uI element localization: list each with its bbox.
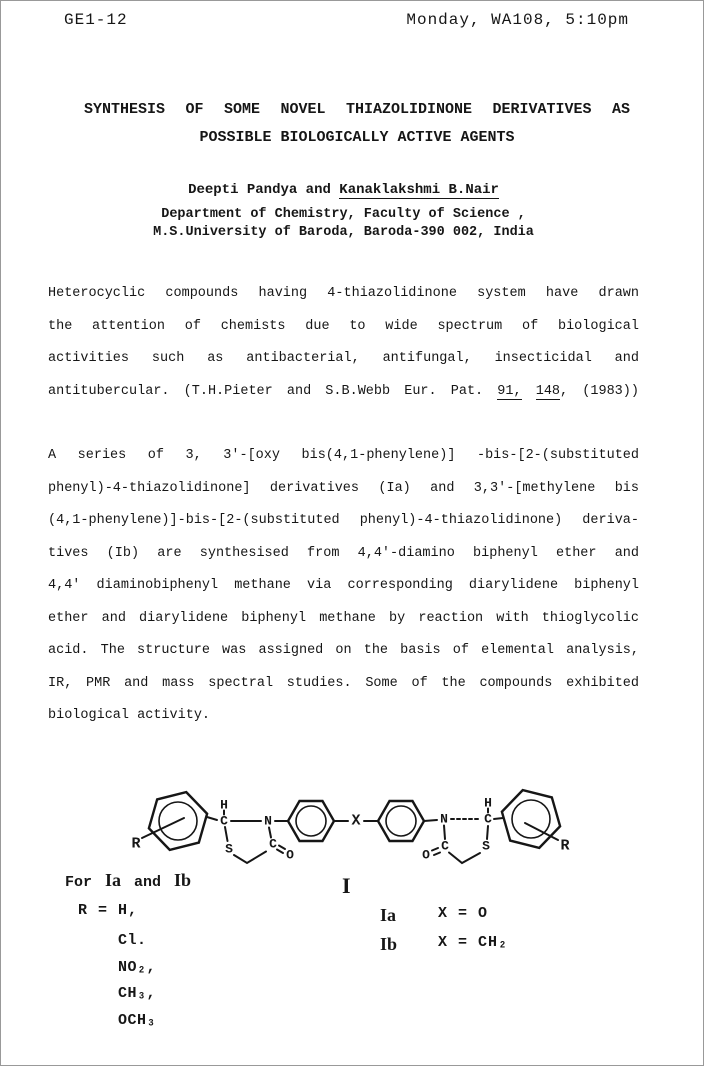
atom-label-c4-right: C — [441, 838, 449, 854]
author-1: Deepti Pandya and — [188, 182, 340, 198]
double-bond — [277, 850, 283, 854]
substituent-item: CH₃, — [118, 985, 157, 1002]
patent-number-1: 91, — [497, 383, 522, 399]
compound-ia-ref: Ia — [105, 870, 122, 890]
bond — [207, 817, 217, 820]
variant-equation: X = O — [438, 905, 489, 922]
variant-row — [380, 905, 508, 934]
abstract-reference-line — [48, 384, 639, 417]
abstract-line: activities such as antibacterial, antifungal, insecticidal and — [48, 351, 639, 366]
substituent-item: OCH₃ — [118, 1011, 157, 1029]
session-info: Monday, WA108, 5:10pm — [406, 11, 629, 29]
variant-row — [380, 934, 508, 963]
patent-number-2: 148 — [535, 383, 561, 399]
atom-label-n-left: N — [264, 813, 272, 829]
bond — [424, 820, 437, 821]
bond — [225, 827, 228, 841]
double-bond — [279, 846, 285, 850]
authors-line — [48, 182, 639, 198]
substituent-item: Cl. — [118, 932, 147, 949]
variant-id: Ib — [380, 934, 398, 954]
atom-label-c4-left: C — [269, 836, 277, 852]
atom-label-o-right: O — [422, 847, 430, 863]
atom-label-c2-right: C — [484, 811, 492, 827]
variant-definitions — [380, 905, 508, 963]
r-assignment: R = H, — [78, 902, 139, 919]
for-word: For — [65, 874, 93, 891]
reference-year: , (1983)) — [560, 383, 639, 399]
phenylene-ring-2 — [378, 801, 424, 841]
abstract-line: phenyl)-4-thiazolidinone] derivatives (Ia) and 3,3'-[methylene bis — [48, 480, 639, 496]
abstract-line: biological activity. — [48, 708, 211, 723]
atom-label-n-right: N — [440, 811, 448, 827]
variant-equation: X = CH₂ — [438, 934, 509, 951]
compound-ib-ref: Ib — [174, 870, 192, 890]
affiliation-line1: Department of Chemistry, Faculty of Science , — [161, 207, 526, 222]
abstract-line: (4,1-phenylene)]-bis-[2-(substituted phenyl)-4-thiazolidinone) deriva- — [48, 513, 639, 528]
atom-label-r-right: R — [560, 837, 570, 855]
atom-label-s-right: S — [482, 838, 490, 854]
aromatic-circle-1 — [296, 806, 326, 836]
abstract-line: Heterocyclic compounds having 4-thiazolidinone system have drawn — [48, 286, 639, 301]
atom-label-r-left: R — [131, 835, 141, 853]
ring-bond — [234, 852, 266, 864]
atom-label-x-bridge: X — [351, 812, 361, 830]
atom-label-h-left: H — [220, 797, 228, 813]
atom-label-s-left: S — [225, 841, 233, 857]
author-2-underlined: Kanaklakshmi B.Nair — [339, 182, 499, 198]
abstract-line: the attention of chemists due to wide spectrum of biological — [48, 318, 639, 334]
double-bond — [432, 848, 438, 851]
abstract-paragraph-1 — [48, 286, 639, 416]
abstract-line: IR, PMR and mass spectral studies. Some of the compounds exhibited — [48, 675, 639, 691]
and-word: and — [134, 874, 162, 891]
paper-title-line2: POSSIBLE BIOLOGICALLY ACTIVE AGENTS — [199, 129, 515, 146]
atom-label-h-right: H — [484, 795, 492, 811]
abstract-line: acid. The structure was assigned on the basis of elemental analysis, — [48, 643, 639, 658]
atom-label-c2-left: C — [220, 813, 228, 829]
paper-code: GE1-12 — [64, 11, 128, 29]
bond — [487, 826, 488, 839]
abstract-line: tives (Ib) are synthesised from 4,4'-diamino biphenyl ether and — [48, 545, 639, 561]
atom-label-o-left: O — [286, 847, 294, 863]
affiliation — [48, 206, 639, 241]
paper-title-line1: SYNTHESIS OF SOME NOVEL THIAZOLIDINONE DERIVATIVES AS — [84, 102, 630, 118]
compound-label: I — [342, 873, 351, 898]
reference-text: antitubercular. (T.H.Pieter and S.B.Webb Eur. Pat. — [48, 383, 484, 399]
phenylene-ring-1 — [288, 801, 334, 841]
abstract-paragraph-2 — [48, 448, 639, 741]
substituent-list — [118, 928, 156, 1034]
abstract-line: ether and diarylidene biphenyl methane by reaction with thioglycolic — [48, 610, 639, 626]
abstract-line: A series of 3, 3'-[oxy bis(4,1-phenylene)] -bis-[2-(substituted — [48, 448, 639, 463]
benzene-ring-right — [496, 787, 567, 852]
ring-bond — [449, 853, 480, 864]
aromatic-circle-2 — [386, 806, 416, 836]
paper-title — [84, 102, 630, 158]
substituent-caption — [65, 870, 191, 891]
affiliation-line2: M.S.University of Baroda, Baroda-390 002, India — [153, 224, 534, 240]
double-bond — [434, 853, 440, 856]
bond — [494, 818, 503, 819]
substituent-item: NO₂, — [118, 958, 157, 976]
abstract-line: 4,4' diaminobiphenyl methane via corresponding diarylidene biphenyl — [48, 578, 639, 593]
bond — [444, 826, 445, 840]
structure-diagram — [96, 769, 616, 879]
variant-id: Ia — [380, 905, 397, 925]
